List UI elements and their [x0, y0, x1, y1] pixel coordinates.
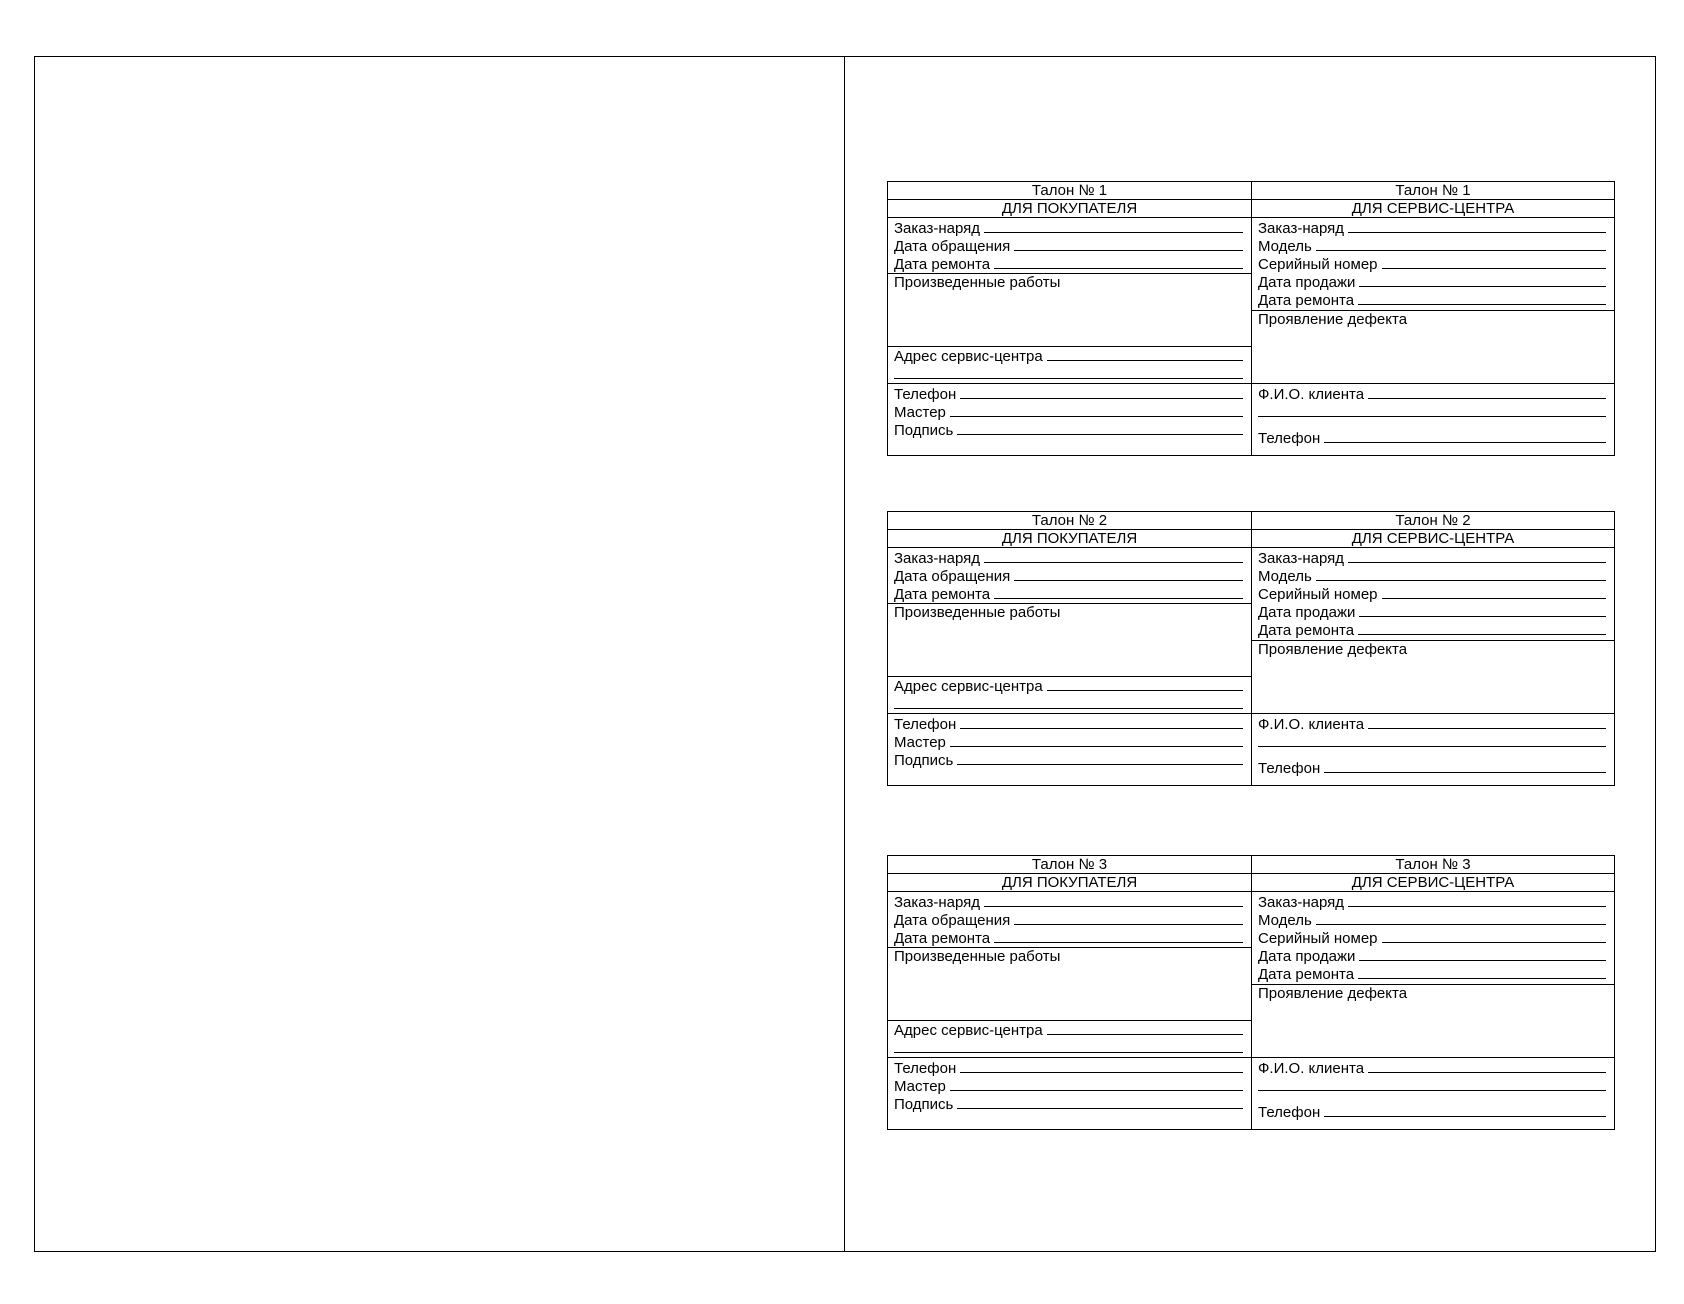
serial-field[interactable]	[1258, 585, 1614, 603]
serial-label: Серийный номер	[1258, 586, 1378, 603]
order-label: Заказ-наряд	[1258, 220, 1345, 237]
buyer-section	[888, 856, 1252, 1129]
repair-date-label: Дата ремонта	[894, 586, 991, 603]
service-section	[1252, 512, 1614, 785]
serial-field[interactable]	[1258, 929, 1614, 947]
phone-field[interactable]	[1258, 429, 1614, 447]
phone-label: Телефон	[1258, 760, 1321, 777]
order-label: Заказ-наряд	[1258, 894, 1345, 911]
signature-field[interactable]	[894, 751, 1251, 769]
phone-field[interactable]	[1258, 1103, 1614, 1121]
repair-date-label: Дата ремонта	[1258, 292, 1355, 309]
client-name-label: Ф.И.О. клиента	[1258, 386, 1365, 403]
client-name-field[interactable]	[1258, 1059, 1614, 1077]
section-heading: ДЛЯ СЕРВИС-ЦЕНТРА	[1252, 200, 1614, 218]
client-area	[1252, 713, 1614, 785]
repair-date-field[interactable]	[1258, 965, 1614, 983]
repair-date-label: Дата ремонта	[1258, 966, 1355, 983]
signature-label: Подпись	[894, 752, 954, 769]
phone-label: Телефон	[894, 386, 957, 403]
works-area[interactable]	[888, 947, 1251, 1020]
section-heading: ДЛЯ ПОКУПАТЕЛЯ	[888, 874, 1251, 892]
phone-label: Телефон	[894, 716, 957, 733]
repair-date-label: Дата ремонта	[894, 256, 991, 273]
service-address-label: Адрес сервис-центра	[894, 678, 1043, 695]
warranty-coupon	[887, 181, 1615, 456]
sale-date-field[interactable]	[1258, 273, 1614, 291]
model-field[interactable]	[1258, 237, 1614, 255]
order-label: Заказ-наряд	[894, 220, 981, 237]
request-date-field[interactable]	[894, 911, 1251, 929]
section-heading: ДЛЯ ПОКУПАТЕЛЯ	[888, 530, 1251, 548]
serial-label: Серийный номер	[1258, 930, 1378, 947]
order-field[interactable]	[1258, 549, 1614, 567]
works-area[interactable]	[888, 273, 1251, 346]
phone-field[interactable]	[1258, 759, 1614, 777]
model-label: Модель	[1258, 568, 1312, 585]
phone-field[interactable]	[894, 385, 1251, 403]
request-date-label: Дата обращения	[894, 912, 1011, 929]
master-field[interactable]	[894, 733, 1251, 751]
repair-date-field[interactable]	[894, 929, 1251, 947]
service-address-label: Адрес сервис-центра	[894, 348, 1043, 365]
contact-area	[888, 1057, 1251, 1129]
contact-area	[888, 713, 1251, 785]
buyer-section	[888, 182, 1252, 455]
repair-date-label: Дата ремонта	[1258, 622, 1355, 639]
request-date-field[interactable]	[894, 567, 1251, 585]
coupon-number: Талон № 3	[1252, 856, 1614, 874]
order-field[interactable]	[1258, 219, 1614, 237]
coupon-number: Талон № 1	[888, 182, 1251, 200]
service-address-label: Адрес сервис-центра	[894, 1022, 1043, 1039]
order-label: Заказ-наряд	[894, 550, 981, 567]
phone-label: Телефон	[1258, 1104, 1321, 1121]
repair-date-field[interactable]	[1258, 621, 1614, 639]
order-label: Заказ-наряд	[894, 894, 981, 911]
coupon-number: Талон № 1	[1252, 182, 1614, 200]
section-heading: ДЛЯ СЕРВИС-ЦЕНТРА	[1252, 530, 1614, 548]
order-field[interactable]	[894, 893, 1251, 911]
coupon-number: Талон № 3	[888, 856, 1251, 874]
warranty-coupon	[887, 511, 1615, 786]
order-field[interactable]	[894, 219, 1251, 237]
coupon-number: Талон № 2	[888, 512, 1251, 530]
repair-date-label: Дата ремонта	[894, 930, 991, 947]
repair-date-field[interactable]	[894, 585, 1251, 603]
client-name-label: Ф.И.О. клиента	[1258, 1060, 1365, 1077]
defect-area[interactable]	[1252, 310, 1614, 383]
sale-date-field[interactable]	[1258, 603, 1614, 621]
works-label: Произведенные работы	[894, 604, 1061, 621]
phone-label: Телефон	[894, 1060, 957, 1077]
client-name-label: Ф.И.О. клиента	[1258, 716, 1365, 733]
defect-area[interactable]	[1252, 640, 1614, 713]
works-label: Произведенные работы	[894, 274, 1061, 291]
client-name-field[interactable]	[1258, 385, 1614, 403]
buyer-section	[888, 512, 1252, 785]
works-area[interactable]	[888, 603, 1251, 676]
signature-label: Подпись	[894, 1096, 954, 1113]
order-field[interactable]	[1258, 893, 1614, 911]
sale-date-field[interactable]	[1258, 947, 1614, 965]
works-label: Произведенные работы	[894, 948, 1061, 965]
repair-date-field[interactable]	[1258, 291, 1614, 309]
order-label: Заказ-наряд	[1258, 550, 1345, 567]
service-section	[1252, 856, 1614, 1129]
master-label: Мастер	[894, 1078, 946, 1095]
master-label: Мастер	[894, 734, 946, 751]
left-page-blank	[35, 57, 845, 1251]
warranty-coupon	[887, 855, 1615, 1130]
service-address-area[interactable]	[888, 346, 1251, 383]
section-heading: ДЛЯ СЕРВИС-ЦЕНТРА	[1252, 874, 1614, 892]
model-field[interactable]	[1258, 911, 1614, 929]
master-label: Мастер	[894, 404, 946, 421]
master-field[interactable]	[894, 403, 1251, 421]
client-area	[1252, 383, 1614, 455]
contact-area	[888, 383, 1251, 455]
request-date-field[interactable]	[894, 237, 1251, 255]
defect-label: Проявление дефекта	[1258, 311, 1408, 328]
client-name-field[interactable]	[1258, 715, 1614, 733]
coupon-number: Талон № 2	[1252, 512, 1614, 530]
sale-date-label: Дата продажи	[1258, 948, 1356, 965]
service-section	[1252, 182, 1614, 455]
master-field[interactable]	[894, 1077, 1251, 1095]
serial-label: Серийный номер	[1258, 256, 1378, 273]
signature-field[interactable]	[894, 421, 1251, 439]
sale-date-label: Дата продажи	[1258, 274, 1356, 291]
sale-date-label: Дата продажи	[1258, 604, 1356, 621]
phone-label: Телефон	[1258, 430, 1321, 447]
service-address-area[interactable]	[888, 1020, 1251, 1057]
signature-label: Подпись	[894, 422, 954, 439]
defect-area[interactable]	[1252, 984, 1614, 1057]
right-page	[845, 57, 1655, 1251]
request-date-label: Дата обращения	[894, 568, 1011, 585]
model-label: Модель	[1258, 238, 1312, 255]
service-address-area[interactable]	[888, 676, 1251, 713]
order-field[interactable]	[894, 549, 1251, 567]
defect-label: Проявление дефекта	[1258, 985, 1408, 1002]
phone-field[interactable]	[894, 1059, 1251, 1077]
serial-field[interactable]	[1258, 255, 1614, 273]
signature-field[interactable]	[894, 1095, 1251, 1113]
phone-field[interactable]	[894, 715, 1251, 733]
model-label: Модель	[1258, 912, 1312, 929]
defect-label: Проявление дефекта	[1258, 641, 1408, 658]
client-area	[1252, 1057, 1614, 1129]
section-heading: ДЛЯ ПОКУПАТЕЛЯ	[888, 200, 1251, 218]
request-date-label: Дата обращения	[894, 238, 1011, 255]
model-field[interactable]	[1258, 567, 1614, 585]
repair-date-field[interactable]	[894, 255, 1251, 273]
document-spread	[34, 56, 1656, 1252]
